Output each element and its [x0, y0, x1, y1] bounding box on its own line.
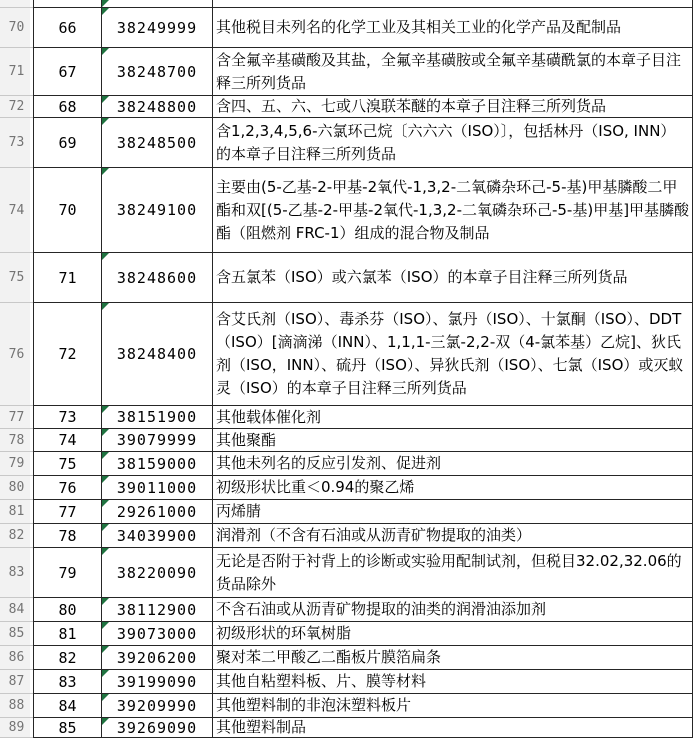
error-indicator-icon [102, 303, 109, 310]
seq-cell[interactable]: 81 [33, 622, 102, 646]
table-row [0, 253, 693, 303]
table-row [0, 694, 693, 718]
hs-code-cell[interactable] [102, 548, 213, 598]
table-row [0, 168, 693, 253]
hs-code-cell[interactable] [102, 0, 213, 8]
seq-cell[interactable]: 77 [33, 500, 102, 524]
table-row [0, 452, 693, 476]
hs-code-cell[interactable] [102, 524, 213, 548]
error-indicator-icon [102, 670, 109, 677]
seq-cell[interactable]: 74 [33, 429, 102, 452]
seq-cell[interactable]: 76 [33, 476, 102, 500]
seq-cell[interactable]: 82 [33, 646, 102, 670]
hs-code-value: 38112900 [116, 600, 198, 619]
row-header-cell[interactable]: 78 [0, 429, 33, 452]
hs-code-value: 38248400 [116, 345, 198, 363]
row-header-cell[interactable]: 75 [0, 253, 33, 303]
hs-code-cell[interactable] [102, 670, 213, 694]
row-header-cell[interactable]: 88 [0, 694, 33, 718]
hs-code-value: 39073000 [116, 624, 198, 643]
description-cell[interactable]: 含1,2,3,4,5,6-六氯环己烷〔六六六（ISO）〕，包括林丹（ISO, INN）的本章子目注释三所列货品 [213, 118, 693, 168]
hs-code-cell[interactable] [102, 646, 213, 670]
description-cell[interactable]: 含艾氏剂（ISO）、毒杀芬（ISO）、氯丹（ISO）、十氯酮（ISO）、DDT（ISO）[滴滴涕（INN）、1,1,1-三氯-2,2-双（4-氯苯基）乙烷]、狄氏剂（ISO，INN）、硫丹（ISO）、异狄氏剂（ISO）、七氯（ISO）或灭蚁灵（ISO）的本章子目注释三所列货品 [213, 303, 693, 406]
error-indicator-icon [102, 0, 109, 7]
row-header-cell[interactable]: 70 [0, 8, 33, 48]
table-row [0, 48, 693, 96]
hs-code-cell[interactable] [102, 96, 213, 118]
hs-code-value: 38249999 [116, 18, 198, 37]
hs-code-cell[interactable] [102, 48, 213, 96]
row-header-cell[interactable]: 81 [0, 500, 33, 524]
table-row [0, 8, 693, 48]
table-row [0, 548, 693, 598]
table-row [0, 96, 693, 118]
row-header-cell[interactable]: 72 [0, 96, 33, 118]
hs-code-value: 39011000 [116, 478, 198, 497]
table-row [0, 598, 693, 622]
table-row [0, 303, 693, 406]
error-indicator-icon [102, 452, 109, 459]
row-header-cell[interactable]: 83 [0, 548, 33, 598]
seq-cell[interactable]: 69 [33, 118, 102, 168]
hs-code-value: 38248600 [116, 268, 198, 287]
description-cell[interactable]: 含五氯苯（ISO）或六氯苯（ISO）的本章子目注释三所列货品 [213, 253, 693, 303]
hs-code-value: 39199090 [116, 672, 198, 691]
hs-code-value: 39079999 [116, 431, 198, 449]
description-cell[interactable]: 其他税目未列名的化学工业及其相关工业的化学产品及配制品 [213, 8, 693, 48]
row-header-cell[interactable]: 86 [0, 646, 33, 670]
seq-cell[interactable]: 66 [33, 8, 102, 48]
error-indicator-icon [102, 118, 109, 125]
seq-cell[interactable]: 70 [33, 168, 102, 253]
error-indicator-icon [102, 622, 109, 629]
description-cell[interactable]: 聚对苯二甲酸乙二酯板片膜箔扁条 [213, 646, 693, 670]
seq-cell[interactable]: 79 [33, 548, 102, 598]
hs-code-cell[interactable] [102, 118, 213, 168]
error-indicator-icon [102, 694, 109, 701]
hs-code-cell[interactable] [102, 500, 213, 524]
hs-code-value: 38248500 [116, 133, 198, 152]
hs-code-cell[interactable] [102, 598, 213, 622]
description-cell[interactable]: 其他载体催化剂 [213, 406, 693, 429]
hs-code-cell[interactable] [102, 429, 213, 452]
hs-code-value: 38248800 [116, 97, 198, 116]
seq-cell[interactable]: 67 [33, 48, 102, 96]
hs-code-cell[interactable] [102, 303, 213, 406]
row-header-cell[interactable]: 80 [0, 476, 33, 500]
hs-code-cell[interactable] [102, 406, 213, 429]
table-row [0, 524, 693, 548]
table-row [0, 646, 693, 670]
hs-code-cell[interactable] [102, 452, 213, 476]
description-cell[interactable]: 其他自粘塑料板、片、膜等材料 [213, 670, 693, 694]
error-indicator-icon [102, 524, 109, 531]
seq-cell[interactable]: 84 [33, 694, 102, 718]
table-row [0, 429, 693, 452]
hs-code-cell[interactable] [102, 718, 213, 738]
error-indicator-icon [102, 646, 109, 653]
error-indicator-icon [102, 253, 109, 260]
row-header-cell[interactable]: 84 [0, 598, 33, 622]
description-cell[interactable]: 初级形状的环氧树脂 [213, 622, 693, 646]
error-indicator-icon [102, 598, 109, 605]
description-cell[interactable]: 含全氟辛基磺酸及其盐，全氟辛基磺胺或全氟辛基磺酰氯的本章子目注释三所列货品 [213, 48, 693, 96]
description-cell[interactable] [213, 0, 693, 8]
hs-code-value: 38159000 [116, 454, 198, 473]
error-indicator-icon [102, 476, 109, 483]
hs-code-cell[interactable] [102, 168, 213, 253]
seq-cell[interactable]: 78 [33, 524, 102, 548]
error-indicator-icon [102, 718, 109, 725]
seq-cell[interactable]: 71 [33, 253, 102, 303]
table-row [0, 500, 693, 524]
error-indicator-icon [102, 8, 109, 15]
row-header-cell[interactable]: 73 [0, 118, 33, 168]
description-cell[interactable]: 其他聚酯 [213, 429, 693, 452]
hs-code-value: 38151900 [116, 408, 198, 426]
hs-code-cell[interactable] [102, 476, 213, 500]
description-cell[interactable]: 主要由(5-乙基-2-甲基-2氧代-1,3,2-二氧磷杂环己-5-基)甲基膦酸二甲酯和双[(5-乙基-2-甲基-2氧代-1,3,2-二氧磷杂环己-5-基)甲基]甲基膦酸酯（阻燃剂 FRC-1）组成的混合物及制品 [213, 168, 693, 253]
row-header-cell[interactable] [0, 0, 33, 8]
hs-code-value: 38248700 [116, 62, 198, 81]
seq-cell[interactable] [33, 0, 102, 8]
seq-cell[interactable]: 72 [33, 303, 102, 406]
row-header-cell[interactable]: 76 [0, 303, 33, 406]
seq-cell[interactable]: 85 [33, 718, 102, 738]
row-header-cell[interactable]: 71 [0, 48, 33, 96]
error-indicator-icon [102, 548, 109, 555]
row-header-cell[interactable]: 74 [0, 168, 33, 253]
description-cell[interactable]: 其他塑料制的非泡沫塑料板片 [213, 694, 693, 718]
hs-code-cell[interactable] [102, 622, 213, 646]
error-indicator-icon [102, 500, 109, 507]
description-cell[interactable]: 其他未列名的反应引发剂、促进剂 [213, 452, 693, 476]
error-indicator-icon [102, 96, 109, 103]
hs-code-cell[interactable] [102, 8, 213, 48]
seq-cell[interactable]: 83 [33, 670, 102, 694]
table-row-partial [0, 0, 693, 8]
hs-code-value: 38249100 [116, 201, 198, 219]
description-cell[interactable]: 其他塑料制品 [213, 718, 693, 738]
table-row [0, 476, 693, 500]
table-row [0, 406, 693, 429]
error-indicator-icon [102, 429, 109, 436]
table-row [0, 718, 693, 738]
seq-cell[interactable]: 73 [33, 406, 102, 429]
description-cell[interactable]: 不含石油或从沥青矿物提取的油类的润滑油添加剂 [213, 598, 693, 622]
description-cell[interactable]: 润滑剂（不含有石油或从沥青矿物提取的油类） [213, 524, 693, 548]
hs-code-value: 38220090 [116, 563, 198, 582]
hs-code-value: 39209990 [116, 696, 198, 715]
hs-code-value: 29261000 [116, 502, 198, 521]
error-indicator-icon [102, 168, 109, 175]
table-row [0, 622, 693, 646]
row-header-cell[interactable]: 82 [0, 524, 33, 548]
description-cell[interactable]: 含四、五、六、七或八溴联苯醚的本章子目注释三所列货品 [213, 96, 693, 118]
row-header-cell[interactable]: 85 [0, 622, 33, 646]
table-row [0, 118, 693, 168]
hs-code-cell[interactable] [102, 694, 213, 718]
row-header-cell[interactable]: 79 [0, 452, 33, 476]
seq-cell[interactable]: 68 [33, 96, 102, 118]
error-indicator-icon [102, 406, 109, 413]
hs-code-value: 34039900 [116, 526, 198, 545]
seq-cell[interactable]: 80 [33, 598, 102, 622]
row-header-cell[interactable]: 89 [0, 718, 33, 738]
row-header-cell[interactable]: 87 [0, 670, 33, 694]
seq-cell[interactable]: 75 [33, 452, 102, 476]
hs-code-value: 39206200 [116, 648, 198, 667]
row-header-cell[interactable]: 77 [0, 406, 33, 429]
description-cell[interactable]: 初级形状比重＜0.94的聚乙烯 [213, 476, 693, 500]
description-cell[interactable]: 丙烯腈 [213, 500, 693, 524]
hs-code-cell[interactable] [102, 253, 213, 303]
error-indicator-icon [102, 48, 109, 55]
description-cell[interactable]: 无论是否附于衬背上的诊断或实验用配制试剂，但税目32.02,32.06的货品除外 [213, 548, 693, 598]
table-row [0, 670, 693, 694]
hs-code-value: 39269090 [116, 718, 198, 737]
